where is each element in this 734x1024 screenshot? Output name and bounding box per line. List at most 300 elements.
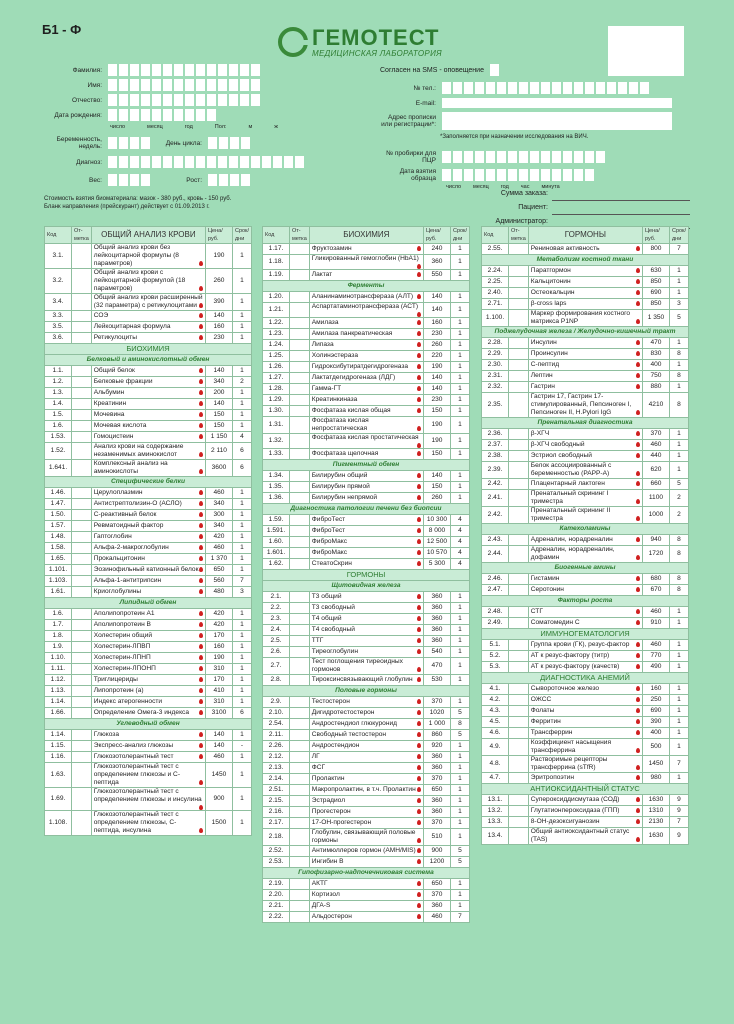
subsection-title: Катехоламины bbox=[482, 524, 689, 535]
test-row bbox=[45, 294, 252, 311]
test-row bbox=[263, 395, 470, 406]
test-price: 1020 bbox=[423, 708, 450, 719]
test-checkbox[interactable] bbox=[509, 640, 529, 651]
blood-drop-icon bbox=[417, 517, 421, 522]
test-checkbox[interactable] bbox=[290, 471, 310, 482]
test-row bbox=[45, 510, 252, 521]
test-term: 1 bbox=[450, 785, 469, 796]
test-price: 370 bbox=[423, 697, 450, 708]
test-checkbox[interactable] bbox=[290, 625, 310, 636]
test-checkbox[interactable] bbox=[509, 607, 529, 618]
test-row bbox=[45, 460, 252, 477]
test-checkbox[interactable] bbox=[72, 576, 92, 587]
test-term: 2 bbox=[669, 490, 688, 507]
test-checkbox[interactable] bbox=[509, 695, 529, 706]
test-price: 650 bbox=[423, 879, 450, 890]
test-checkbox[interactable] bbox=[72, 488, 92, 499]
blood-drop-icon bbox=[636, 748, 640, 753]
test-code: 2.2. bbox=[263, 603, 290, 614]
test-checkbox[interactable] bbox=[290, 796, 310, 807]
test-checkbox[interactable] bbox=[290, 912, 310, 923]
test-checkbox[interactable] bbox=[72, 510, 92, 521]
test-row bbox=[263, 879, 470, 890]
name-input[interactable] bbox=[108, 79, 260, 91]
test-checkbox[interactable] bbox=[290, 482, 310, 493]
test-checkbox[interactable] bbox=[290, 270, 310, 281]
test-row bbox=[263, 752, 470, 763]
test-checkbox[interactable] bbox=[290, 785, 310, 796]
section-title: ДИАГНОСТИКА АНЕМИЙ bbox=[482, 673, 689, 684]
test-name: Холестерин общий bbox=[91, 631, 205, 642]
test-checkbox[interactable] bbox=[509, 618, 529, 629]
test-name: β-ХГЧ свободный bbox=[528, 440, 642, 451]
test-checkbox[interactable] bbox=[509, 440, 529, 451]
text-input[interactable] bbox=[108, 137, 150, 149]
test-checkbox[interactable] bbox=[509, 371, 529, 382]
test-checkbox[interactable] bbox=[290, 697, 310, 708]
test-term: 1 bbox=[450, 329, 469, 340]
test-name: Коэффициент насыщения трансферрина bbox=[528, 739, 642, 756]
test-checkbox[interactable] bbox=[72, 543, 92, 554]
test-checkbox[interactable] bbox=[290, 752, 310, 763]
test-price: 360 bbox=[423, 625, 450, 636]
test-checkbox[interactable] bbox=[72, 333, 92, 344]
birthdate-input[interactable] bbox=[108, 109, 216, 121]
test-checkbox[interactable] bbox=[509, 429, 529, 440]
test-checkbox[interactable] bbox=[290, 537, 310, 548]
test-code: 2.54. bbox=[263, 719, 290, 730]
test-checkbox[interactable] bbox=[509, 360, 529, 371]
sms-checkbox[interactable] bbox=[490, 64, 499, 76]
test-term: 6 bbox=[232, 460, 251, 477]
test-checkbox[interactable] bbox=[290, 526, 310, 537]
test-checkbox[interactable] bbox=[72, 532, 92, 543]
test-checkbox[interactable] bbox=[72, 554, 92, 565]
test-code: 1.4. bbox=[45, 399, 72, 410]
test-term: 1 bbox=[669, 706, 688, 717]
test-checkbox[interactable] bbox=[290, 244, 310, 255]
summary-patient-field[interactable] bbox=[552, 204, 690, 215]
test-checkbox[interactable] bbox=[72, 565, 92, 576]
test-checkbox[interactable] bbox=[72, 410, 92, 421]
test-checkbox[interactable] bbox=[509, 773, 529, 784]
test-row bbox=[45, 609, 252, 620]
test-checkbox[interactable] bbox=[72, 697, 92, 708]
test-name: Комплексный анализ на аминокислоты bbox=[91, 460, 205, 477]
test-checkbox[interactable] bbox=[72, 811, 92, 836]
blood-drop-icon bbox=[199, 644, 203, 649]
test-price: 460 bbox=[205, 488, 232, 499]
test-name: Проинсулин bbox=[528, 349, 642, 360]
test-row bbox=[45, 642, 252, 653]
test-code: 1.53. bbox=[45, 432, 72, 443]
test-checkbox[interactable] bbox=[72, 763, 92, 788]
test-checkbox[interactable] bbox=[509, 795, 529, 806]
test-checkbox[interactable] bbox=[72, 443, 92, 460]
test-name: Макропролактин, в т.ч. Пролактин bbox=[309, 785, 423, 796]
test-row bbox=[263, 373, 470, 384]
test-term: 4 bbox=[450, 526, 469, 537]
test-checkbox[interactable] bbox=[290, 434, 310, 449]
test-checkbox[interactable] bbox=[72, 741, 92, 752]
test-checkbox[interactable] bbox=[509, 535, 529, 546]
test-checkbox[interactable] bbox=[290, 318, 310, 329]
tube-label: № пробирки для ПЦР bbox=[386, 150, 436, 164]
test-checkbox[interactable] bbox=[509, 585, 529, 596]
test-price: 190 bbox=[205, 244, 232, 269]
test-checkbox[interactable] bbox=[509, 299, 529, 310]
phone-input[interactable] bbox=[442, 82, 649, 94]
test-checkbox[interactable] bbox=[72, 311, 92, 322]
test-checkbox[interactable] bbox=[290, 303, 310, 318]
test-price: 360 bbox=[423, 603, 450, 614]
test-checkbox[interactable] bbox=[72, 432, 92, 443]
test-term: 8 bbox=[669, 349, 688, 360]
test-price: 160 bbox=[205, 642, 232, 653]
test-term: 8 bbox=[669, 535, 688, 546]
test-checkbox[interactable] bbox=[509, 382, 529, 393]
blood-drop-icon bbox=[199, 490, 203, 495]
test-code: 4.1. bbox=[482, 684, 509, 695]
test-checkbox[interactable] bbox=[290, 658, 310, 675]
test-row bbox=[482, 371, 689, 382]
test-row bbox=[263, 625, 470, 636]
test-checkbox[interactable] bbox=[509, 574, 529, 585]
blood-drop-icon bbox=[417, 484, 421, 489]
test-checkbox[interactable] bbox=[290, 449, 310, 460]
surname-input[interactable] bbox=[108, 64, 260, 76]
test-checkbox[interactable] bbox=[509, 828, 529, 845]
test-checkbox[interactable] bbox=[509, 684, 529, 695]
text-input[interactable] bbox=[108, 156, 304, 168]
test-price: 260 bbox=[423, 493, 450, 504]
test-checkbox[interactable] bbox=[509, 490, 529, 507]
test-checkbox[interactable] bbox=[509, 717, 529, 728]
blood-drop-icon bbox=[417, 820, 421, 825]
test-row bbox=[263, 730, 470, 741]
test-row bbox=[263, 559, 470, 570]
test-checkbox[interactable] bbox=[72, 730, 92, 741]
test-checkbox[interactable] bbox=[290, 340, 310, 351]
test-price: 1 370 bbox=[205, 554, 232, 565]
test-code: 2.18. bbox=[263, 829, 290, 846]
test-checkbox[interactable] bbox=[72, 752, 92, 763]
test-term: 1 bbox=[669, 739, 688, 756]
test-row bbox=[263, 417, 470, 434]
test-term: 1 bbox=[232, 653, 251, 664]
test-checkbox[interactable] bbox=[72, 587, 92, 598]
test-price: 150 bbox=[205, 421, 232, 432]
test-checkbox[interactable] bbox=[509, 479, 529, 490]
test-checkbox[interactable] bbox=[290, 292, 310, 303]
test-code: 1.6. bbox=[45, 421, 72, 432]
test-checkbox[interactable] bbox=[290, 351, 310, 362]
test-checkbox[interactable] bbox=[509, 349, 529, 360]
test-name: АТ к резус-фактору (качеств) bbox=[528, 662, 642, 673]
test-term: 1 bbox=[232, 366, 251, 377]
test-checkbox[interactable] bbox=[509, 277, 529, 288]
test-checkbox[interactable] bbox=[509, 651, 529, 662]
test-name: Триглицериды bbox=[91, 675, 205, 686]
test-checkbox[interactable] bbox=[290, 559, 310, 570]
test-checkbox[interactable] bbox=[72, 653, 92, 664]
test-code: 1.34. bbox=[263, 471, 290, 482]
test-checkbox[interactable] bbox=[72, 788, 92, 811]
test-checkbox[interactable] bbox=[72, 377, 92, 388]
test-checkbox[interactable] bbox=[72, 521, 92, 532]
text-input[interactable] bbox=[108, 174, 150, 186]
test-term: 7 bbox=[669, 817, 688, 828]
test-checkbox[interactable] bbox=[290, 879, 310, 890]
test-checkbox[interactable] bbox=[290, 846, 310, 857]
test-checkbox[interactable] bbox=[290, 730, 310, 741]
test-term: 8 bbox=[669, 585, 688, 596]
test-name: Пролактин bbox=[309, 774, 423, 785]
test-checkbox[interactable] bbox=[72, 421, 92, 432]
test-checkbox[interactable] bbox=[72, 366, 92, 377]
test-term: 1 bbox=[450, 417, 469, 434]
test-term: 1 bbox=[232, 521, 251, 532]
test-name: Аполипопротеин А1 bbox=[91, 609, 205, 620]
test-code: 3.6. bbox=[45, 333, 72, 344]
blood-drop-icon bbox=[199, 303, 203, 308]
test-checkbox[interactable] bbox=[509, 288, 529, 299]
test-name: СтеатоСкрин bbox=[309, 559, 423, 570]
test-checkbox[interactable] bbox=[72, 631, 92, 642]
test-row bbox=[263, 807, 470, 818]
address-input[interactable] bbox=[442, 112, 672, 130]
test-checkbox[interactable] bbox=[509, 462, 529, 479]
test-term: 4 bbox=[450, 559, 469, 570]
test-term: 1 bbox=[669, 440, 688, 451]
blood-drop-icon bbox=[417, 765, 421, 770]
test-term: 1 bbox=[669, 695, 688, 706]
test-price: 360 bbox=[423, 752, 450, 763]
test-checkbox[interactable] bbox=[509, 706, 529, 717]
test-name: Инсулин bbox=[528, 338, 642, 349]
test-checkbox[interactable] bbox=[72, 269, 92, 294]
test-checkbox[interactable] bbox=[72, 499, 92, 510]
test-checkbox[interactable] bbox=[509, 756, 529, 773]
test-checkbox[interactable] bbox=[72, 294, 92, 311]
test-name: Фолаты bbox=[528, 706, 642, 717]
blood-drop-icon bbox=[636, 555, 640, 560]
test-row bbox=[45, 675, 252, 686]
test-price: 360 bbox=[423, 255, 450, 270]
test-checkbox[interactable] bbox=[290, 395, 310, 406]
test-checkbox[interactable] bbox=[290, 818, 310, 829]
test-checkbox[interactable] bbox=[72, 460, 92, 477]
test-row bbox=[263, 647, 470, 658]
test-checkbox[interactable] bbox=[509, 244, 529, 255]
test-price: 250 bbox=[642, 695, 669, 706]
test-checkbox[interactable] bbox=[72, 388, 92, 399]
sample-date-label: Дата взятия образца bbox=[399, 168, 436, 182]
blood-drop-icon bbox=[199, 379, 203, 384]
test-checkbox[interactable] bbox=[509, 451, 529, 462]
test-checkbox[interactable] bbox=[509, 393, 529, 418]
test-checkbox[interactable] bbox=[290, 614, 310, 625]
test-term: 1 bbox=[669, 728, 688, 739]
test-checkbox[interactable] bbox=[72, 620, 92, 631]
test-checkbox[interactable] bbox=[290, 890, 310, 901]
summary-patient-label: Пациент: bbox=[518, 204, 548, 211]
test-checkbox[interactable] bbox=[509, 817, 529, 828]
test-row bbox=[45, 244, 252, 269]
test-term: 1 bbox=[669, 277, 688, 288]
test-checkbox[interactable] bbox=[72, 642, 92, 653]
test-row bbox=[45, 543, 252, 554]
test-checkbox[interactable] bbox=[290, 384, 310, 395]
test-checkbox[interactable] bbox=[290, 362, 310, 373]
test-name: Общий антиоксидантный статус (TAS) bbox=[528, 828, 642, 845]
patronymic-input[interactable] bbox=[108, 94, 260, 106]
test-term: 5 bbox=[450, 708, 469, 719]
blood-drop-icon bbox=[199, 699, 203, 704]
test-term: 1 bbox=[232, 675, 251, 686]
test-row bbox=[263, 362, 470, 373]
test-checkbox[interactable] bbox=[290, 603, 310, 614]
test-checkbox[interactable] bbox=[72, 708, 92, 719]
test-term: 3 bbox=[232, 587, 251, 598]
test-checkbox[interactable] bbox=[509, 806, 529, 817]
blood-drop-icon bbox=[636, 697, 640, 702]
test-checkbox[interactable] bbox=[290, 515, 310, 526]
field-caption: ж bbox=[274, 124, 278, 130]
test-term: 7 bbox=[232, 576, 251, 587]
test-checkbox[interactable] bbox=[290, 708, 310, 719]
test-checkbox[interactable] bbox=[290, 373, 310, 384]
phone-label: № тел.: bbox=[413, 84, 436, 92]
test-checkbox[interactable] bbox=[509, 310, 529, 327]
cost-notes bbox=[44, 195, 231, 211]
blood-drop-icon bbox=[636, 384, 640, 389]
test-term: 1 bbox=[669, 266, 688, 277]
test-checkbox[interactable] bbox=[290, 493, 310, 504]
test-code: 1.100. bbox=[482, 310, 509, 327]
test-checkbox[interactable] bbox=[72, 609, 92, 620]
test-checkbox[interactable] bbox=[290, 807, 310, 818]
test-checkbox[interactable] bbox=[72, 244, 92, 269]
test-checkbox[interactable] bbox=[72, 399, 92, 410]
test-checkbox[interactable] bbox=[509, 338, 529, 349]
blood-drop-icon bbox=[636, 797, 640, 802]
test-term: 1 bbox=[450, 406, 469, 417]
test-checkbox[interactable] bbox=[290, 636, 310, 647]
blood-drop-icon bbox=[636, 246, 640, 251]
blood-drop-icon bbox=[417, 375, 421, 380]
test-checkbox[interactable] bbox=[290, 719, 310, 730]
subsection-title: Белковый и аминокислотный обмен bbox=[45, 355, 252, 366]
test-row bbox=[45, 686, 252, 697]
blood-drop-icon bbox=[199, 655, 203, 660]
test-checkbox[interactable] bbox=[290, 857, 310, 868]
test-checkbox[interactable] bbox=[509, 546, 529, 563]
blood-drop-icon bbox=[417, 561, 421, 566]
test-row bbox=[45, 763, 252, 788]
test-row bbox=[482, 607, 689, 618]
blood-drop-icon bbox=[417, 838, 421, 843]
test-code: 2.44. bbox=[482, 546, 509, 563]
test-checkbox[interactable] bbox=[290, 329, 310, 340]
text-input[interactable] bbox=[208, 174, 250, 186]
test-checkbox[interactable] bbox=[290, 417, 310, 434]
test-row bbox=[482, 695, 689, 706]
test-checkbox[interactable] bbox=[509, 728, 529, 739]
test-checkbox[interactable] bbox=[72, 322, 92, 333]
test-checkbox[interactable] bbox=[72, 664, 92, 675]
test-term: 5 bbox=[669, 310, 688, 327]
test-checkbox[interactable] bbox=[72, 686, 92, 697]
test-term: 1 bbox=[232, 294, 251, 311]
test-price: 420 bbox=[205, 532, 232, 543]
test-row bbox=[263, 592, 470, 603]
test-checkbox[interactable] bbox=[290, 548, 310, 559]
column-header: От- метка bbox=[290, 227, 310, 244]
test-row bbox=[45, 741, 252, 752]
test-checkbox[interactable] bbox=[72, 675, 92, 686]
test-checkbox[interactable] bbox=[290, 774, 310, 785]
test-checkbox[interactable] bbox=[290, 406, 310, 417]
test-price: 4210 bbox=[642, 393, 669, 418]
test-code: 3.1. bbox=[45, 244, 72, 269]
test-name: ФиброМакс bbox=[309, 537, 423, 548]
test-checkbox[interactable] bbox=[509, 739, 529, 756]
field-label: Диагноз: bbox=[76, 158, 102, 166]
test-checkbox[interactable] bbox=[290, 763, 310, 774]
test-price: 140 bbox=[205, 741, 232, 752]
test-term: 1 bbox=[450, 752, 469, 763]
test-code: 2.16. bbox=[263, 807, 290, 818]
test-name: Глюкозотолерантный тест с определением глюкозы и С-пептида bbox=[91, 763, 205, 788]
summary-total-field[interactable] bbox=[552, 190, 690, 201]
test-name: ОЖСС bbox=[528, 695, 642, 706]
test-price: 190 bbox=[423, 362, 450, 373]
blood-drop-icon bbox=[417, 246, 421, 251]
text-input[interactable] bbox=[208, 137, 250, 149]
tube-input[interactable] bbox=[442, 151, 605, 163]
test-checkbox[interactable] bbox=[509, 507, 529, 524]
test-checkbox[interactable] bbox=[290, 255, 310, 270]
blood-drop-icon bbox=[199, 828, 203, 833]
test-code: 1.33. bbox=[263, 449, 290, 460]
test-checkbox[interactable] bbox=[290, 592, 310, 603]
test-row bbox=[482, 266, 689, 277]
test-checkbox[interactable] bbox=[290, 741, 310, 752]
test-row bbox=[45, 388, 252, 399]
blood-drop-icon bbox=[417, 616, 421, 621]
sample-date-input[interactable] bbox=[442, 169, 594, 181]
test-name: Альфа-1-антитрипсин bbox=[91, 576, 205, 587]
test-price: 1 150 bbox=[205, 432, 232, 443]
test-price: 260 bbox=[205, 269, 232, 294]
test-code: 1.62. bbox=[263, 559, 290, 570]
blood-drop-icon bbox=[199, 589, 203, 594]
test-term: 7 bbox=[450, 912, 469, 923]
test-checkbox[interactable] bbox=[290, 829, 310, 846]
test-checkbox[interactable] bbox=[509, 662, 529, 673]
test-row bbox=[263, 384, 470, 395]
test-checkbox[interactable] bbox=[290, 901, 310, 912]
test-checkbox[interactable] bbox=[509, 266, 529, 277]
blood-drop-icon bbox=[199, 633, 203, 638]
email-input[interactable] bbox=[442, 98, 672, 108]
test-checkbox[interactable] bbox=[290, 675, 310, 686]
test-price: 360 bbox=[423, 614, 450, 625]
test-price: 370 bbox=[423, 818, 450, 829]
test-checkbox[interactable] bbox=[290, 647, 310, 658]
test-name: Холестерин-ЛПНП bbox=[91, 653, 205, 664]
